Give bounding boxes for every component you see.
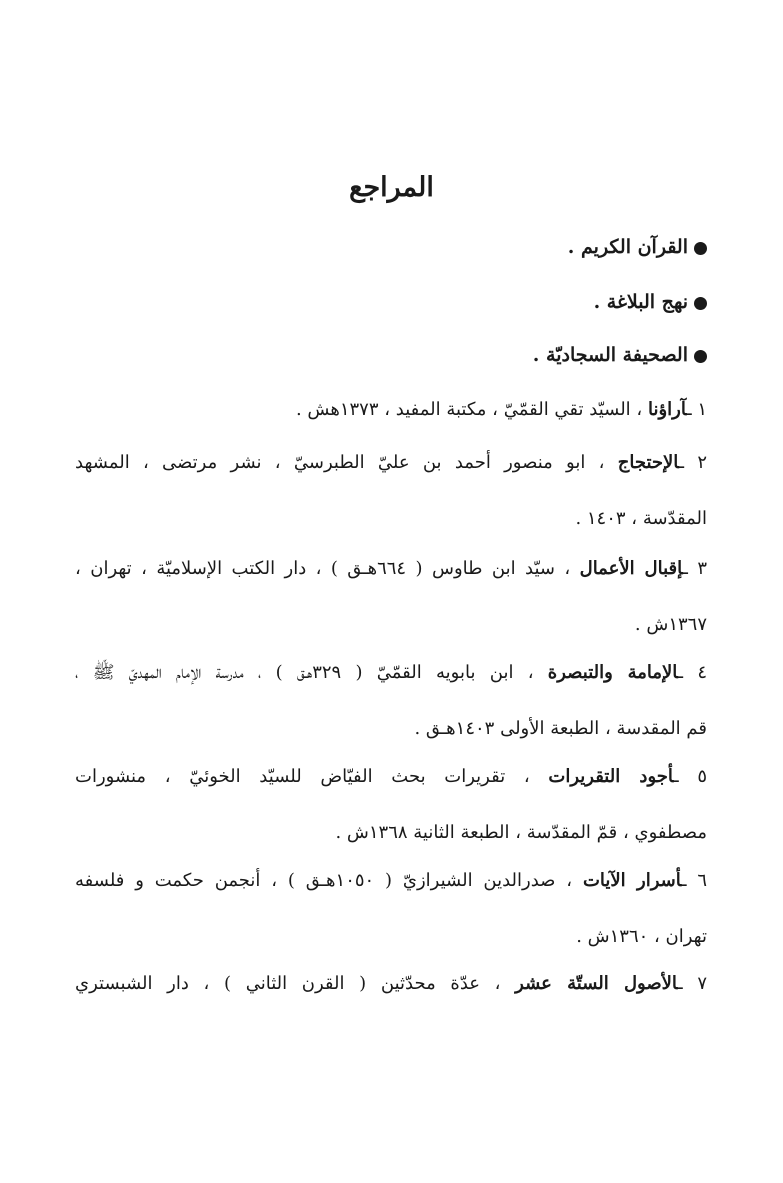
reference-number: ٧ ـ bbox=[677, 973, 707, 994]
reference-title: آراؤنا bbox=[647, 399, 687, 420]
reference-entry bbox=[75, 956, 707, 1012]
reference-line bbox=[75, 435, 707, 491]
reference-title: إقبال الأعمال bbox=[579, 558, 683, 579]
reference-number: ٦ ـ bbox=[681, 870, 707, 891]
bullet-dot-icon bbox=[694, 297, 707, 310]
reference-entry bbox=[75, 382, 707, 438]
reference-title: الإمامة والتبصرة bbox=[547, 662, 678, 683]
reference-number: ٣ ـ bbox=[682, 558, 708, 579]
reference-line bbox=[75, 645, 707, 701]
reference-line bbox=[75, 382, 707, 438]
reference-line bbox=[75, 541, 707, 597]
reference-text: ، ابن بابويه القمّيّ ( ٣٢٩هـق ) ، مدرسة الإمام المهديّ ﷺ ، bbox=[75, 662, 534, 683]
reference-text: ، السيّد تقي القمّيّ ، مكتبة المفيد ، ١٣٧٣هش . bbox=[295, 399, 643, 420]
reference-line: المقدّسة ، ١٤٠٣ . bbox=[575, 508, 707, 529]
bullet-dot-icon bbox=[694, 242, 707, 255]
bullet-text: نهج البلاغة . bbox=[593, 291, 688, 313]
reference-entry bbox=[75, 749, 707, 861]
reference-line bbox=[75, 853, 707, 909]
reference-text: ، سيّد ابن طاوس ( ٦٦٤هـق ) ، دار الكتب الإسلاميّة ، تهران ، bbox=[75, 558, 571, 579]
bullet-item bbox=[76, 291, 707, 313]
reference-line: قم المقدسة ، الطبعة الأولى ١٤٠٣هـق . bbox=[414, 718, 707, 739]
reference-line bbox=[75, 749, 707, 805]
reference-entry bbox=[75, 435, 707, 547]
reference-text: ، صدرالدين الشيرازيّ ( ١٠٥٠هـق ) ، أنجمن حكمت و فلسفه bbox=[75, 870, 573, 891]
reference-text: ، تقريرات بحث الفيّاض للسيّد الخوئيّ ، منشورات bbox=[75, 766, 530, 787]
reference-entry bbox=[75, 853, 707, 965]
reference-title: أسرار الآيات bbox=[582, 870, 682, 891]
reference-number: ٤ ـ bbox=[677, 662, 708, 683]
bullet-text: القرآن الكريم . bbox=[567, 236, 688, 258]
bullet-dot-icon bbox=[694, 350, 707, 363]
reference-title: الإحتجاج bbox=[617, 452, 679, 473]
reference-text: ، ابو منصور أحمد بن عليّ الطبرسيّ ، نشر مرتضى ، المشهد bbox=[75, 452, 605, 473]
reference-text: ، عدّة محدّثين ( القرن الثاني ) ، دار الشبستري bbox=[75, 973, 501, 994]
bullet-text: الصحيفة السجاديّة . bbox=[532, 344, 688, 366]
reference-number: ٢ ـ bbox=[678, 452, 707, 473]
page-title: المراجع bbox=[349, 172, 434, 203]
reference-title: أجود التقريرات bbox=[548, 766, 674, 787]
reference-line: ١٣٦٧ش . bbox=[634, 614, 707, 635]
reference-entry bbox=[75, 645, 707, 757]
bullet-item bbox=[76, 344, 707, 366]
reference-entry bbox=[75, 541, 707, 653]
reference-number: ٥ ـ bbox=[673, 766, 707, 787]
reference-line bbox=[75, 956, 707, 1012]
reference-title: الأصول الستّة عشر bbox=[515, 973, 678, 994]
reference-line: تهران ، ١٣٦٠ش . bbox=[576, 926, 707, 947]
bullet-item bbox=[76, 236, 707, 258]
reference-number: ١ ـ bbox=[686, 399, 707, 420]
reference-line: مصطفوي ، قمّ المقدّسة ، الطبعة الثانية ١٣٦٨ش . bbox=[335, 822, 707, 843]
